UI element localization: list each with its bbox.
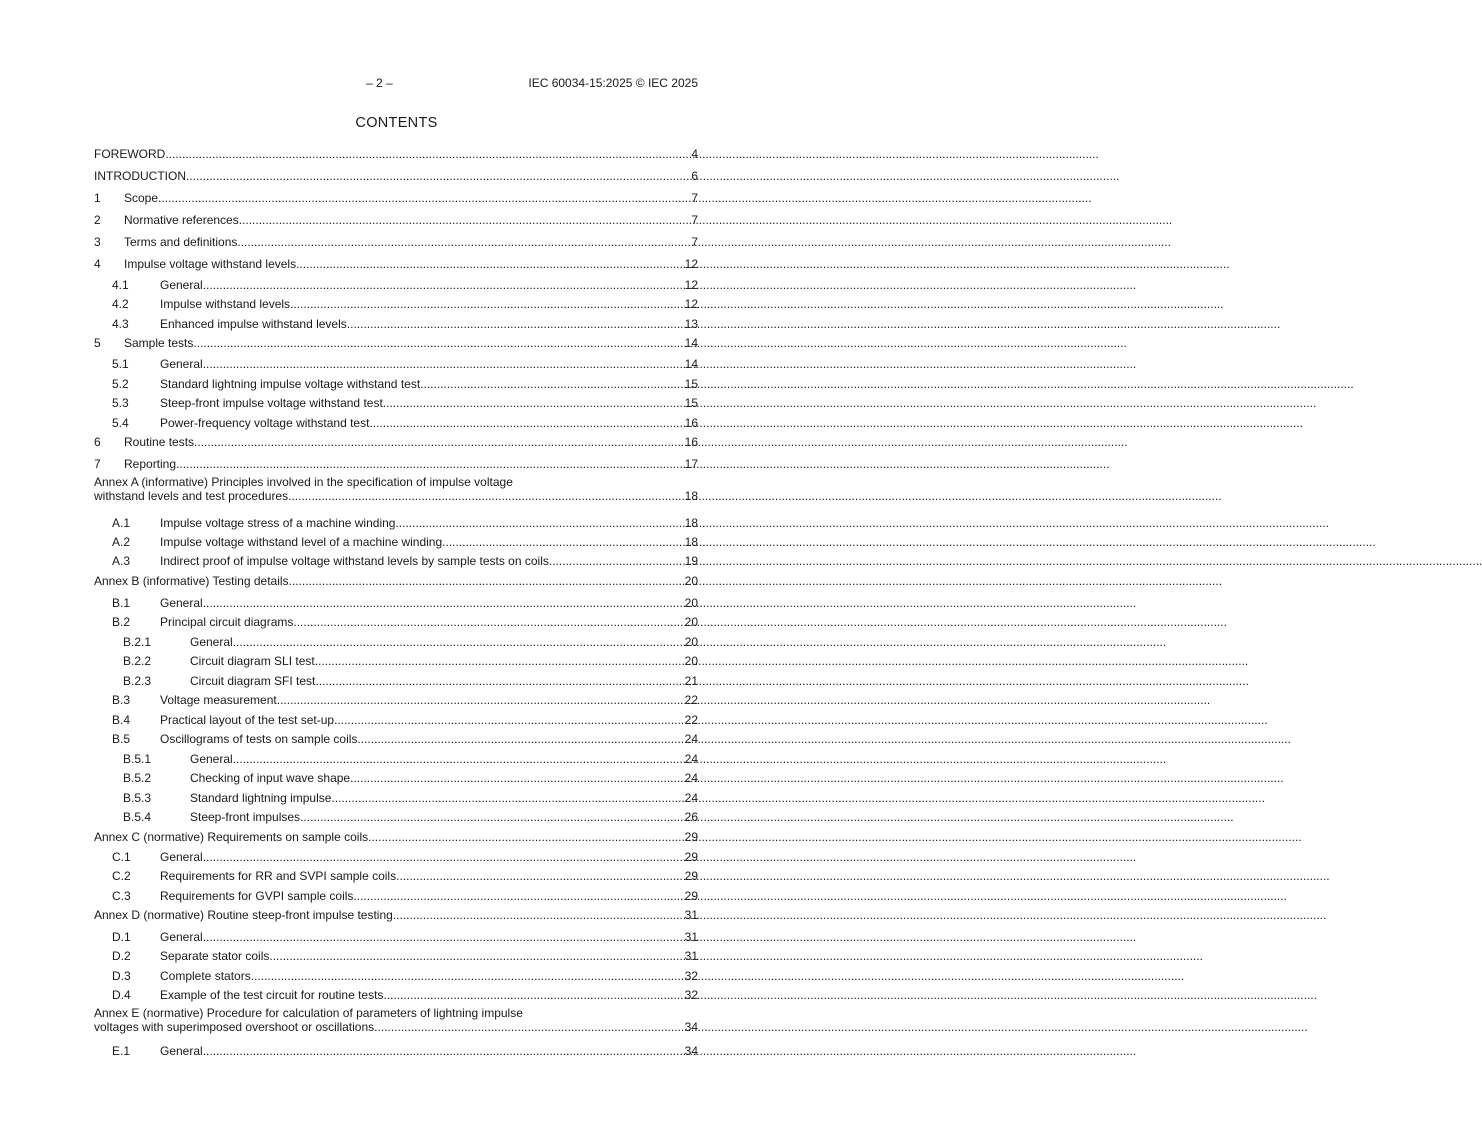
toc-leader-dots (369, 415, 684, 431)
toc-entry-number: B.5.3 (123, 791, 152, 805)
toc-entry-number: B.3 (112, 693, 131, 707)
toc-entry-title: Voltage measurement (160, 693, 277, 707)
toc-leader-dots (194, 434, 685, 450)
toc-page-number: 18 (684, 489, 698, 503)
toc-entry-title: voltages with superimposed overshoot or oscillations (94, 1020, 375, 1034)
toc-entry-number: B.2.3 (123, 674, 152, 688)
toc-entry[interactable] (94, 277, 698, 293)
toc-leader-dots (315, 673, 684, 689)
toc-leader-dots (293, 614, 684, 630)
toc-entry-title: Normative references (124, 213, 239, 227)
toc-entry-title: Checking of input wave shape (190, 771, 351, 785)
toc-entry-title: Impulse voltage withstand levels (124, 257, 297, 271)
toc-page-number: 16 (684, 416, 698, 430)
toc-entry-number: D.1 (112, 930, 131, 944)
toc-entry-number: C.2 (112, 869, 131, 883)
toc-entry[interactable] (94, 356, 698, 372)
toc-leader-dots (331, 790, 684, 806)
toc-entry-title: General (160, 1044, 203, 1058)
toc-page-number: 29 (684, 850, 698, 864)
toc-page-number: 17 (684, 457, 698, 471)
toc-entry-title: Sample tests (124, 336, 194, 350)
toc-entry[interactable] (94, 790, 698, 806)
toc-page-number: 12 (684, 257, 698, 271)
toc-entry-number: 3 (94, 235, 101, 249)
toc-entry-number: C.3 (112, 889, 131, 903)
toc-page-number: 12 (684, 297, 698, 311)
toc-entry-title: General (160, 278, 203, 292)
toc-entry[interactable] (94, 731, 698, 747)
toc-page-number: 19 (684, 554, 698, 568)
toc-entry-number: D.3 (112, 969, 131, 983)
toc-leader-dots (296, 256, 685, 272)
toc-entry[interactable] (94, 692, 698, 708)
toc-entry[interactable] (94, 968, 698, 984)
toc-entry-number: 5.1 (112, 357, 129, 371)
toc-entry-title: Steep-front impulses (190, 810, 301, 824)
toc-entry[interactable] (94, 888, 698, 904)
toc-entry-number: 5.3 (112, 396, 129, 410)
toc-leader-dots (395, 515, 684, 531)
toc-leader-dots (350, 770, 685, 786)
toc-entry-title: Steep-front impulse voltage withstand test (160, 396, 383, 410)
toc-leader-dots (383, 395, 685, 411)
toc-entry[interactable] (94, 415, 698, 431)
toc-entry-title: Impulse withstand levels (160, 297, 291, 311)
toc-page-number: 24 (684, 771, 698, 785)
toc-leader-dots (203, 929, 685, 945)
toc-entry-number: D.4 (112, 988, 131, 1002)
toc-leader-dots (393, 907, 685, 923)
toc-leader-dots (251, 968, 685, 984)
toc-entry-number: B.5 (112, 732, 131, 746)
toc-leader-dots (396, 868, 685, 884)
toc-entry[interactable] (94, 1006, 698, 1035)
toc-entry[interactable] (94, 434, 698, 450)
toc-leader-dots (203, 595, 685, 611)
toc-entry-number: C.1 (112, 850, 131, 864)
toc-entry[interactable] (94, 634, 698, 650)
toc-entry-title: Annex B (informative) Testing details (94, 574, 289, 588)
toc-leader-dots (290, 296, 685, 312)
toc-entry[interactable] (94, 212, 698, 228)
toc-entry-number: B.5.4 (123, 810, 152, 824)
toc-page-number: 14 (684, 336, 698, 350)
toc-entry-title: General (160, 596, 203, 610)
toc-entry[interactable] (94, 595, 698, 611)
toc-page-number: 18 (684, 535, 698, 549)
toc-entry-title: General (190, 752, 233, 766)
toc-page-number: 6 (691, 169, 698, 183)
toc-entry-title: General (160, 357, 203, 371)
toc-entry[interactable] (94, 395, 698, 411)
toc-leader-dots (203, 277, 685, 293)
toc-leader-dots (334, 712, 685, 728)
toc-leader-dots (420, 376, 684, 392)
toc-entry-title: Practical layout of the test set-up (160, 713, 335, 727)
toc-entry[interactable] (94, 809, 698, 825)
toc-entry-number: B.2.2 (123, 654, 152, 668)
toc-entry-title: Routine tests (124, 435, 195, 449)
toc-leader-dots (277, 692, 685, 708)
toc-leader-dots (357, 731, 684, 747)
toc-page-number: 22 (684, 693, 698, 707)
toc-page-number: 34 (684, 1020, 698, 1034)
toc-entry-title: Requirements for RR and SVPI sample coils (160, 869, 397, 883)
toc-page-number: 31 (684, 949, 698, 963)
toc-page-number: 7 (691, 213, 698, 227)
toc-entry[interactable] (94, 475, 698, 504)
toc-leader-dots (374, 1019, 684, 1035)
toc-entry[interactable] (94, 907, 698, 923)
toc-entry[interactable] (94, 653, 698, 669)
toc-entry-number: B.4 (112, 713, 131, 727)
toc-entry-number: B.2.1 (123, 635, 152, 649)
toc-entry[interactable] (94, 335, 698, 351)
toc-leader-dots (186, 168, 691, 184)
toc-page-number: 20 (684, 654, 698, 668)
toc-leader-dots (368, 829, 685, 845)
toc-entry-title: Circuit diagram SLI test (190, 654, 315, 668)
toc-entry[interactable] (94, 849, 698, 865)
toc-leader-dots (315, 653, 685, 669)
toc-page-number: 24 (684, 732, 698, 746)
toc-entry[interactable] (94, 190, 698, 206)
toc-entry-title: Example of the test circuit for routine tests (160, 988, 384, 1002)
toc-entry-number: A.1 (112, 516, 131, 530)
toc-page-number: 29 (684, 889, 698, 903)
toc-page-number: 29 (684, 830, 698, 844)
toc-leader-dots (300, 809, 685, 825)
toc-entry-number: B.2 (112, 615, 131, 629)
toc-entry-title: Standard lightning impulse voltage withstand test (160, 377, 421, 391)
toc-leader-dots (549, 553, 685, 569)
toc-page-number: 34 (684, 1044, 698, 1058)
toc-entry-title: Complete stators (160, 969, 251, 983)
toc-leader-dots (203, 356, 685, 372)
toc-entry[interactable] (94, 770, 698, 786)
toc-entry[interactable] (94, 829, 698, 845)
toc-entry-number: 4.3 (112, 317, 129, 331)
toc-entry[interactable] (94, 515, 698, 531)
toc-entry[interactable] (94, 948, 698, 964)
toc-page-number: 12 (684, 278, 698, 292)
toc-entry[interactable] (94, 296, 698, 312)
toc-entry-title: Annex D (normative) Routine steep-front impulse testing (94, 908, 393, 922)
toc-entry[interactable] (94, 456, 698, 472)
toc-entry-title: General (160, 930, 203, 944)
toc-entry-title: Enhanced impulse withstand levels (160, 317, 347, 331)
toc-leader-dots (176, 456, 685, 472)
toc-page-number: 29 (684, 869, 698, 883)
toc-leader-dots (353, 888, 684, 904)
toc-page-number: 16 (684, 435, 698, 449)
page-number: – 2 – (366, 76, 393, 90)
toc-entry-number: 6 (94, 435, 101, 449)
page-title: CONTENTS (355, 115, 438, 131)
toc-entry-title: Impulse voltage withstand level of a machine winding (160, 535, 443, 549)
toc-entry-number: 2 (94, 213, 101, 227)
toc-page-number: 22 (684, 713, 698, 727)
toc-entry-title: Power-frequency voltage withstand test (160, 416, 370, 430)
toc-entry[interactable] (94, 614, 698, 630)
toc-entry[interactable] (94, 1043, 698, 1059)
page-header (0, 76, 793, 92)
toc-entry-number: 5 (94, 336, 101, 350)
toc-entry-number: E.1 (112, 1044, 131, 1058)
toc-entry-number: B.1 (112, 596, 131, 610)
toc-entry-title: Requirements for GVPI sample coils (160, 889, 354, 903)
toc-entry[interactable] (94, 168, 698, 184)
toc-entry[interactable] (94, 987, 698, 1003)
toc-leader-dots (233, 634, 685, 650)
toc-entry-title: Scope (124, 191, 159, 205)
toc-page-number: 32 (684, 988, 698, 1002)
toc-entry[interactable] (94, 573, 698, 589)
toc-page-number: 24 (684, 752, 698, 766)
toc-leader-dots (203, 849, 685, 865)
toc-entry[interactable] (94, 256, 698, 272)
toc-leader-dots (203, 1043, 685, 1059)
toc-entry-number: B.5.2 (123, 771, 152, 785)
toc-leader-dots (239, 212, 692, 228)
toc-entry-title: FOREWORD (94, 147, 166, 161)
toc-entry-number: 4 (94, 257, 101, 271)
toc-page-number: 24 (684, 791, 698, 805)
toc-entry[interactable] (94, 376, 698, 392)
toc-entry-number: B.5.1 (123, 752, 152, 766)
toc-entry[interactable] (94, 929, 698, 945)
toc-leader-dots (269, 948, 684, 964)
toc-entry-title: Reporting (124, 457, 177, 471)
toc-entry-title-line1: Annex E (normative) Procedure for calculation of parameters of lightning impulse (94, 1006, 523, 1020)
toc-leader-dots (193, 335, 684, 351)
toc-entry[interactable] (94, 673, 698, 689)
toc-entry-title: Circuit diagram SFI test (190, 674, 316, 688)
toc-leader-dots (233, 751, 685, 767)
toc-page-number: 14 (684, 357, 698, 371)
toc-entry-title-line1: Annex A (informative) Principles involved in the specification of impulse voltage (94, 475, 513, 489)
toc-entry-title: withstand levels and test procedures (94, 489, 289, 503)
toc-entry-title: Impulse voltage stress of a machine winding (160, 516, 396, 530)
toc-page-number: 15 (684, 377, 698, 391)
toc-page-number: 15 (684, 396, 698, 410)
toc-entry[interactable] (94, 868, 698, 884)
toc-entry[interactable] (94, 751, 698, 767)
toc-page-number: 31 (684, 908, 698, 922)
toc-page-number: 7 (691, 191, 698, 205)
toc-leader-dots (383, 987, 684, 1003)
toc-page-number: 13 (684, 317, 698, 331)
toc-page-number: 4 (691, 147, 698, 161)
toc-entry-number: 4.2 (112, 297, 129, 311)
toc-entry-title: General (160, 850, 203, 864)
toc-page-number: 18 (684, 516, 698, 530)
toc-leader-dots (442, 534, 684, 550)
toc-entry-title: Separate stator coils (160, 949, 270, 963)
toc-entry-title: General (190, 635, 233, 649)
toc-entry-title: Principal circuit diagrams (160, 615, 294, 629)
toc-entry-title: INTRODUCTION (94, 169, 186, 183)
toc-leader-dots (289, 573, 685, 589)
toc-entry-number: A.2 (112, 535, 131, 549)
toc-entry[interactable] (94, 534, 698, 550)
toc-page-number: 32 (684, 969, 698, 983)
toc-page-number: 21 (684, 674, 698, 688)
toc-page-number: 7 (691, 235, 698, 249)
toc-leader-dots (158, 190, 691, 206)
toc-entry-number: 7 (94, 457, 101, 471)
toc-page-number: 31 (684, 930, 698, 944)
toc-entry-number: 5.4 (112, 416, 129, 430)
standard-reference: IEC 60034-15:2025 © IEC 2025 (528, 76, 698, 90)
toc-page-number: 26 (684, 810, 698, 824)
toc-entry[interactable] (94, 234, 698, 250)
toc-entry-number: 4.1 (112, 278, 129, 292)
toc-entry-number: D.2 (112, 949, 131, 963)
toc-leader-dots (237, 234, 691, 250)
toc-page-number: 20 (684, 635, 698, 649)
toc-page-number: 20 (684, 596, 698, 610)
toc-leader-dots (288, 488, 685, 504)
toc-entry[interactable] (94, 316, 698, 332)
toc-page-number: 20 (684, 574, 698, 588)
toc-entry-number: A.3 (112, 554, 131, 568)
toc-entry[interactable] (94, 553, 698, 569)
toc-entry-title: Standard lightning impulse (190, 791, 332, 805)
toc-entry[interactable] (94, 146, 698, 162)
toc-entry-number: 5.2 (112, 377, 129, 391)
toc-entry-title: Terms and definitions (124, 235, 238, 249)
toc-entry-title: Annex C (normative) Requirements on sample coils (94, 830, 369, 844)
toc-entry-number: 1 (94, 191, 101, 205)
toc-entry-title: Oscillograms of tests on sample coils (160, 732, 358, 746)
toc-page-number: 20 (684, 615, 698, 629)
toc-leader-dots (165, 146, 691, 162)
toc-entry-title: Indirect proof of impulse voltage withstand levels by sample tests on coils (160, 554, 549, 568)
toc-entry[interactable] (94, 712, 698, 728)
toc-leader-dots (347, 316, 685, 332)
